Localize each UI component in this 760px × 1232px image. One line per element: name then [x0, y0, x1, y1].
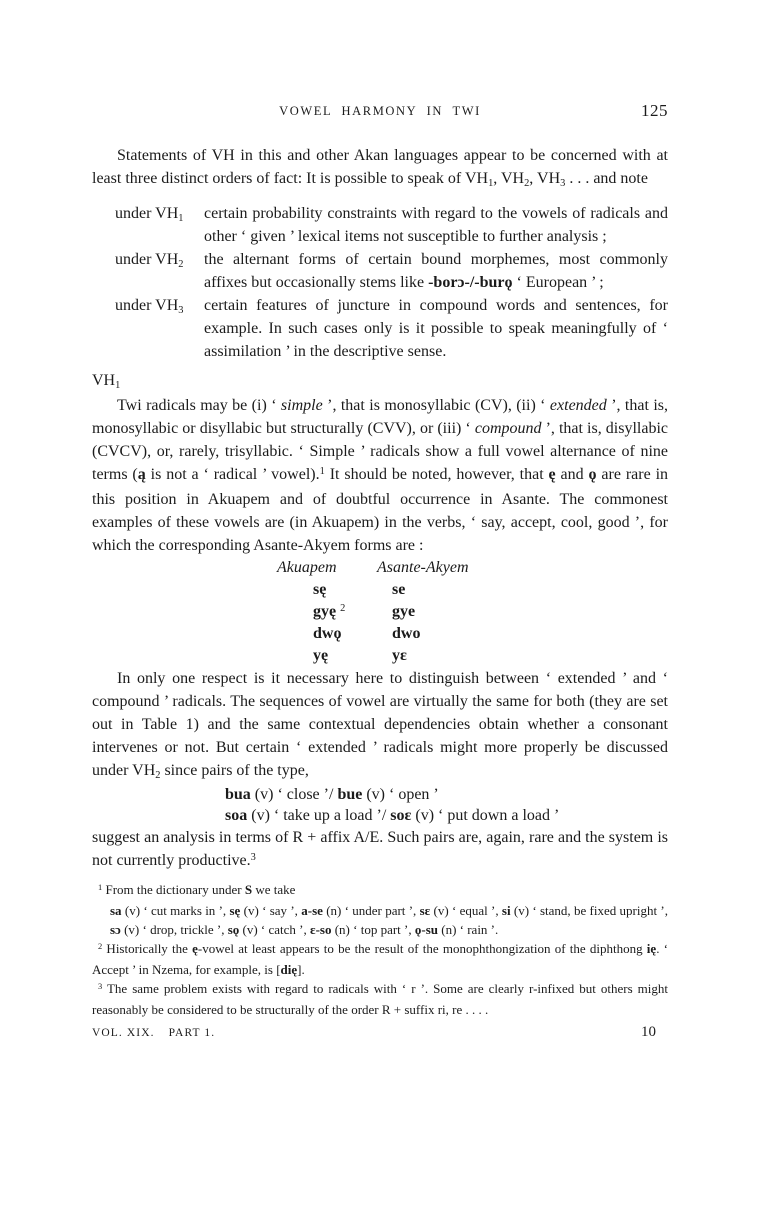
paragraph-suggest-analysis: suggest an analysis in terms of R + affix A/E. Such pairs are, again, rare and the system is not currently productive.$^3$: [92, 829, 668, 869]
running-title: VOWEL HARMONY IN TWI: [279, 104, 481, 118]
table-cell-akuapem: gyę $^2$: [313, 602, 346, 620]
table-cell-akuapem: dwǫ: [313, 625, 342, 642]
signature-number: 10: [641, 1024, 656, 1040]
paragraph-radicals: Twi radicals may be (i) ‘ simple ’, that is monosyllabic (CV), (ii) ‘ extended ’, that is, monosyllabic or disyllabic but structurally (CVV), or (iii) ‘ compound ’, that is, disyllabic (CVCV), or, rarely, trisyllabic. ‘ Simple ’ radicals show a full vowel alternance of nine terms (ą is not a ‘ radical ’ vowel).$^1$ It should be noted, however, that ę and ǫ are rare in this position in Akuapem and of doubtful occurrence in Asante. The commonest examples of these vowels are (in Akuapem) in the verbs, ‘ say, accept, cool, good ’, for which the corresponding Asante-Akyem forms are :: [92, 397, 669, 554]
paragraph-extended-compound: In only one respect is it necessary here to distinguish between ‘ extended ’ and ‘ compound ’ radicals. The sequences of vowel are virtually the same for both (they are set out in Table 1) and the same contextual dependencies obtain whether a consonant intervenes or not. But certain ‘ extended ’ radicals might more properly be discussed under VH2 since pairs of the type,: [92, 670, 668, 782]
vh-item-2-label: under VH2: [115, 251, 184, 271]
footnote-1: $^1$ From the dictionary under S we take: [98, 881, 296, 897]
page-footer: [92, 1024, 668, 1041]
part-label: PART 1.: [168, 1027, 216, 1039]
paragraph-intro: Statements of VH in this and other Akan languages appear to be concerned with at least three distinct orders of fact: It is possible to speak of VH1, VH2, VH3 . . . and note: [92, 147, 668, 190]
volume-label: VOL. XIX.: [92, 1027, 155, 1039]
example-pair-soa-soe: soa (v) ‘ take up a load ’/ soɛ (v) ‘ put down a load ’: [225, 807, 560, 824]
volume-part-info: [92, 1027, 215, 1039]
dialect-table-header-akuapem: Akuapem: [277, 559, 337, 576]
vh-item-2-text: the alternant forms of certain bound morphemes, most commonly affixes but occasionally stems like -borɔ-/-burǫ ‘ European ’ ;: [204, 251, 668, 291]
vh-item-2: [92, 248, 668, 294]
table-row: [277, 579, 668, 601]
vh-item-3-text: certain features of juncture in compound words and sentences, for example. In such cases only is it possible to speak meaningfully of ‘ assimilation ’ in the descriptive sense.: [204, 297, 668, 360]
vh-item-1-text: certain probability constraints with regard to the vowels of radicals and other ‘ given ’ lexical items not susceptible to further analysis ;: [204, 205, 668, 245]
table-cell-asante: gye: [392, 603, 416, 620]
table-row: [277, 601, 668, 623]
vh-item-1-label: under VH1: [115, 205, 184, 225]
page-number: 125: [641, 101, 668, 120]
table-cell-asante: dwo: [392, 625, 421, 642]
vh-definition-list: [92, 202, 668, 363]
table-cell-akuapem: sę: [313, 581, 327, 598]
table-row: [277, 645, 668, 667]
vh-item-3-label: under VH3: [115, 297, 184, 317]
vh-item-3: [92, 294, 668, 363]
section-heading-vh1: VH1: [92, 372, 121, 392]
dialect-table-header-asante-akyem: Asante-Akyem: [377, 559, 469, 576]
table-cell-akuapem: yę: [313, 647, 329, 664]
example-pairs: [225, 784, 668, 826]
table-cell-asante: se: [392, 581, 406, 598]
footnote-2: $^2$ Historically the ę-vowel at least appears to be the result of the monophthongization of the diphthong ię. ‘ Accept ’ in Nzema, for example, is [dię].: [92, 940, 668, 977]
vh-item-1: [92, 202, 668, 248]
example-pair-bua-bue: bua (v) ‘ close ’/ bue (v) ‘ open ’: [225, 786, 439, 803]
dialect-table-header-row: [277, 557, 668, 579]
footnote-3: $^3$ The same problem exists with regard to radicals with ‘ r ’. Some are clearly r-infixed but others might reasonably be considered to be structurally of the order R + suffix ri, re . . . .: [92, 980, 668, 1017]
table-cell-asante: yɛ: [392, 647, 407, 664]
running-head: [92, 101, 668, 121]
footnotes: [92, 880, 668, 1019]
table-row: [277, 623, 668, 645]
footnote-1-dictionary-entries: sa (v) ‘ cut marks in ’, sę (v) ‘ say ’, a-se (n) ‘ under part ’, sɛ (v) ‘ equal ’, si (v) ‘ stand, be fixed upright ’, sɔ (v) ‘ drop, trickle ’, sǫ (v) ‘ catch ’, ɛ-so (n) ‘ top part ’, ǫ-su (n) ‘ rain ’.: [110, 903, 668, 937]
dialect-table: [277, 557, 668, 667]
